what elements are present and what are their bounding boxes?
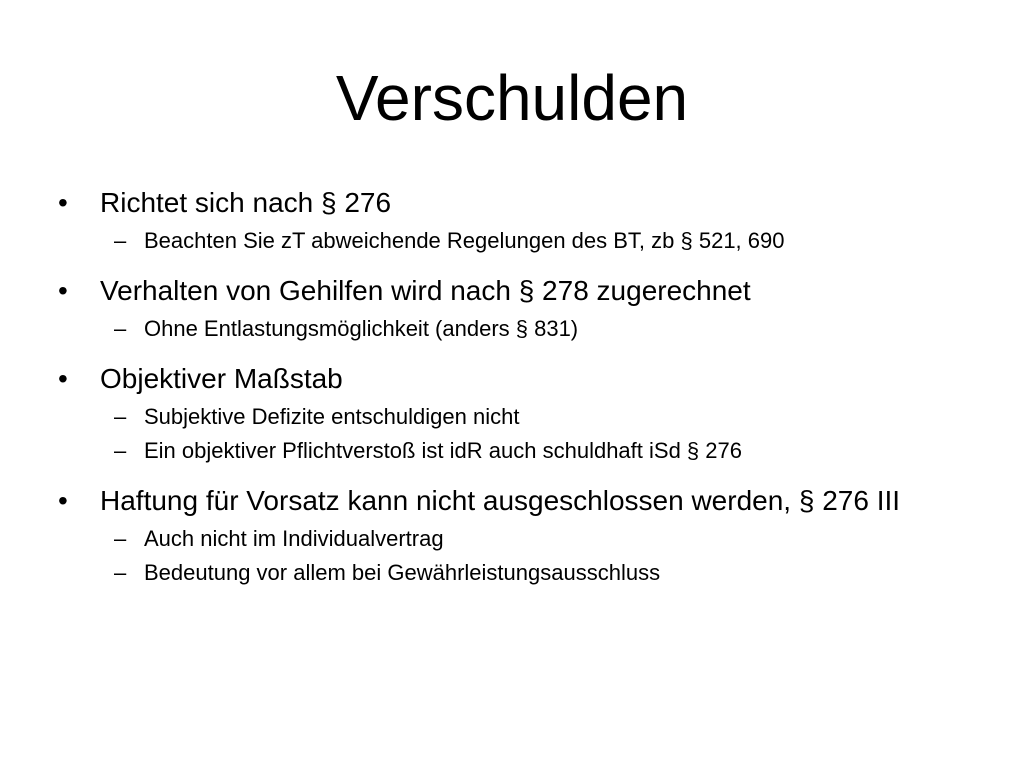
dash-marker: – (114, 560, 127, 585)
bullet-item (58, 362, 958, 466)
sub-bullet-text: Auch nicht im Individualvertrag (144, 526, 444, 551)
sub-bullet-text: Ein objektiver Pflichtverstoß ist idR auch schuldhaft iSd § 276 (144, 438, 742, 463)
dash-marker: – (114, 228, 127, 253)
bullet-text: Verhalten von Gehilfen wird nach § 278 zugerechnet (100, 275, 751, 306)
sub-bullet-item (100, 436, 904, 466)
sub-bullet-item (100, 314, 904, 344)
dash-marker: – (114, 404, 127, 429)
dash-marker: – (114, 438, 127, 463)
sub-bullet-list (100, 314, 958, 344)
sub-bullet-text: Subjektive Defizite entschuldigen nicht (144, 404, 520, 429)
sub-bullet-item (100, 402, 904, 432)
bullet-item (58, 274, 958, 344)
sub-bullet-list (100, 524, 958, 588)
bullet-marker: • (58, 275, 68, 306)
bullet-text: Richtet sich nach § 276 (100, 187, 392, 218)
bullet-marker: • (58, 187, 68, 218)
bullet-item (58, 484, 958, 588)
sub-bullet-list (100, 402, 958, 466)
bullet-list (58, 186, 958, 588)
sub-bullet-item (100, 558, 904, 588)
sub-bullet-item (100, 524, 904, 554)
dash-marker: – (114, 526, 127, 551)
bullet-item (58, 186, 958, 256)
sub-bullet-item (100, 226, 904, 256)
bullet-marker: • (58, 363, 68, 394)
dash-marker: – (114, 316, 127, 341)
sub-bullet-text: Beachten Sie zT abweichende Regelungen des BT, zb § 521, 690 (144, 228, 785, 253)
sub-bullet-list (100, 226, 958, 256)
bullet-text: Haftung für Vorsatz kann nicht ausgeschlossen werden, § 276 III (100, 485, 901, 516)
slide-title: Verschulden (335, 62, 689, 134)
bullet-marker: • (58, 485, 68, 516)
bullet-text: Objektiver Maßstab (100, 363, 343, 394)
sub-bullet-text: Bedeutung vor allem bei Gewährleistungsausschluss (144, 560, 661, 585)
sub-bullet-text: Ohne Entlastungsmöglichkeit (anders § 831) (144, 316, 579, 341)
